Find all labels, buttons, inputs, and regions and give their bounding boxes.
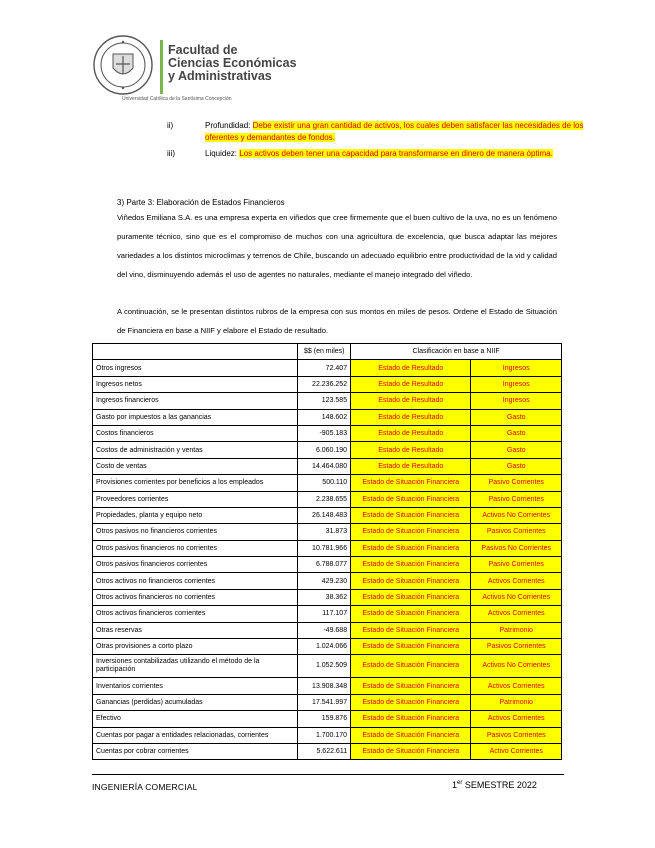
table-row [93, 442, 562, 458]
row-category: Pasivo Corrientes [471, 475, 562, 491]
header-item [93, 344, 298, 360]
row-category: Pasivos Corrientes [471, 639, 562, 655]
row-category: Pasivos No Corrientes [471, 540, 562, 556]
row-amount: 1.024.066 [298, 639, 351, 655]
row-item: Gasto por impuestos a las ganancias [93, 409, 298, 425]
row-amount: 10.781.966 [298, 540, 351, 556]
table-header-row [93, 344, 562, 360]
university-seal-icon [92, 34, 154, 96]
row-category: Activos No Corrientes [471, 589, 562, 605]
brand-divider [160, 40, 163, 94]
table-row [93, 655, 562, 678]
row-item: Propiedades, planta y equipo neto [93, 507, 298, 523]
table-row [93, 425, 562, 441]
table-row [93, 507, 562, 523]
criterion-text: Debe existir una gran cantidad de activos, los cuales deben satisfacer las necesidades de los oferentes y demandantes de fondos. [205, 121, 584, 142]
row-amount: 117.107 [298, 606, 351, 622]
row-item: Cuentas por pagar a entidades relacionadas, corrientes [93, 727, 298, 743]
row-amount: 22.236.252 [298, 376, 351, 392]
row-item: Otros activos no financieros corrientes [93, 573, 298, 589]
row-item: Otros pasivos financieros no corrientes [93, 540, 298, 556]
header-classification: Clasificación en base a NIIF [351, 344, 562, 360]
row-category: Patrimonio [471, 622, 562, 638]
row-amount: 500.110 [298, 475, 351, 491]
criterion-label: Profundidad: [205, 121, 251, 130]
university-name: Universidad Católica de la Santísima Concepción [122, 96, 232, 102]
row-item: Ganancias (perdidas) acumuladas [93, 694, 298, 710]
row-amount: -905.183 [298, 425, 351, 441]
row-statement: Estado de Resultado [351, 360, 471, 376]
financial-items-table [92, 343, 562, 760]
row-statement: Estado de Resultado [351, 458, 471, 474]
table-row [93, 458, 562, 474]
row-category: Activos Corrientes [471, 678, 562, 694]
row-category: Activo Corrientes [471, 743, 562, 759]
row-category: Activos No Corrientes [471, 655, 562, 678]
row-item: Otros activos financieros no corrientes [93, 589, 298, 605]
row-item: Costos financieros [93, 425, 298, 441]
table-row [93, 376, 562, 392]
row-statement: Estado de Situación Financiera [351, 678, 471, 694]
row-item: Otras reservas [93, 622, 298, 638]
footer-rule [92, 774, 564, 775]
row-category: Patrimonio [471, 694, 562, 710]
row-statement: Estado de Resultado [351, 409, 471, 425]
row-amount: 13.908.348 [298, 678, 351, 694]
row-item: Otros pasivos financieros corrientes [93, 557, 298, 573]
criterion-liquidity: iii) Liquidez: Los activos deben tener una capacidad para transformarse en dinero de manera óptima. [167, 149, 553, 158]
row-item: Otros activos financieros corrientes [93, 606, 298, 622]
row-statement: Estado de Situación Financiera [351, 540, 471, 556]
table-row [93, 678, 562, 694]
section-title: 3) Parte 3: Elaboración de Estados Financieros [117, 198, 285, 207]
table-row [93, 557, 562, 573]
row-statement: Estado de Situación Financiera [351, 743, 471, 759]
table-row [93, 639, 562, 655]
row-item: Otras provisiones a corto plazo [93, 639, 298, 655]
row-amount: 1.700.170 [298, 727, 351, 743]
row-item: Costo de ventas [93, 458, 298, 474]
table-row [93, 573, 562, 589]
row-amount: 14.464.080 [298, 458, 351, 474]
row-category: Activos Corrientes [471, 606, 562, 622]
row-item: Costos de administración y ventas [93, 442, 298, 458]
row-item: Cuentas por cobrar corrientes [93, 743, 298, 759]
row-statement: Estado de Resultado [351, 425, 471, 441]
row-statement: Estado de Situación Financiera [351, 639, 471, 655]
table-row [93, 711, 562, 727]
row-category: Gasto [471, 458, 562, 474]
row-amount: 2.238.655 [298, 491, 351, 507]
row-statement: Estado de Situación Financiera [351, 524, 471, 540]
table-row [93, 524, 562, 540]
paragraph-instructions: A continuación, se le presentan distintos rubros de la empresa con sus montos en miles de pesos. Ordene el Estado de Situación de Financiera en base a NIIF y elabore el Estado de resultado. [117, 307, 557, 335]
row-statement: Estado de Situación Financiera [351, 491, 471, 507]
footer-program: INGENIERÍA COMERCIAL [92, 782, 198, 792]
row-statement: Estado de Situación Financiera [351, 589, 471, 605]
row-amount: 1.052.509 [298, 655, 351, 678]
table-row [93, 540, 562, 556]
table-row [93, 743, 562, 759]
row-item: Otros pasivos no financieros corrientes [93, 524, 298, 540]
row-item: Inventarios corrientes [93, 678, 298, 694]
university-logo [92, 34, 332, 106]
table-row [93, 409, 562, 425]
table-row [93, 360, 562, 376]
table-row [93, 727, 562, 743]
row-item: Ingresos netos [93, 376, 298, 392]
row-statement: Estado de Situación Financiera [351, 727, 471, 743]
row-amount: 148.602 [298, 409, 351, 425]
table-row [93, 475, 562, 491]
row-statement: Estado de Resultado [351, 393, 471, 409]
table-row [93, 694, 562, 710]
row-statement: Estado de Situación Financiera [351, 655, 471, 678]
row-category: Activos No Corrientes [471, 507, 562, 523]
row-amount: 429.230 [298, 573, 351, 589]
row-category: Activos Corrientes [471, 711, 562, 727]
row-amount: 31.873 [298, 524, 351, 540]
row-statement: Estado de Situación Financiera [351, 475, 471, 491]
row-item: Otros ingresos [93, 360, 298, 376]
footer-semester: 1er SEMESTRE 2022 [452, 780, 537, 790]
row-item: Inversiones contabilizadas utilizando el método de la participación [93, 655, 298, 678]
row-statement: Estado de Situación Financiera [351, 622, 471, 638]
row-category: Ingresos [471, 360, 562, 376]
paragraph-company: Viñedos Emiliana S.A. es una empresa experta en viñedos que cree firmemente que el buen cultivo de la uva, no es un fenómeno puramente técnico, sino que es el compromiso de muchos con una agricultura de excelencia, que busca adaptar las mejores variedades a los distintos microclimas y terrenos de Chile, buscando un adecuado equilibrio entre productividad de la vid y calidad del vino, disminuyendo además el uso de agentes no naturales, mediante el manejo integrado del viñedo. [117, 213, 557, 279]
row-statement: Estado de Resultado [351, 376, 471, 392]
row-category: Pasivo Corrientes [471, 557, 562, 573]
row-category: Pasivos Corrientes [471, 727, 562, 743]
row-item: Provisiones corrientes por beneficios a los empleados [93, 475, 298, 491]
row-category: Activos Corrientes [471, 573, 562, 589]
row-category: Pasivo Corrientes [471, 491, 562, 507]
row-item: Ingresos financieros [93, 393, 298, 409]
row-category: Pasivos Corrientes [471, 524, 562, 540]
row-statement: Estado de Situación Financiera [351, 711, 471, 727]
row-statement: Estado de Resultado [351, 442, 471, 458]
table-row [93, 589, 562, 605]
table-row [93, 606, 562, 622]
row-amount: 5.622.611 [298, 743, 351, 759]
row-statement: Estado de Situación Financiera [351, 507, 471, 523]
row-amount: 123.585 [298, 393, 351, 409]
criterion-depth: ii) Profundidad: Debe existir una gran cantidad de activos, los cuales deben satisfacer las necesidades de los oferentes y demandantes de fondos. [167, 121, 584, 142]
row-item: Efectivo [93, 711, 298, 727]
table-row [93, 393, 562, 409]
row-category: Gasto [471, 442, 562, 458]
table-row [93, 622, 562, 638]
row-statement: Estado de Situación Financiera [351, 606, 471, 622]
row-amount: 6.788.077 [298, 557, 351, 573]
header-amount: $$ (en miles) [298, 344, 351, 360]
row-statement: Estado de Situación Financiera [351, 694, 471, 710]
row-amount: 26.148.483 [298, 507, 351, 523]
table-row [93, 491, 562, 507]
row-amount: 6.060.190 [298, 442, 351, 458]
row-category: Gasto [471, 425, 562, 441]
row-amount: 72.407 [298, 360, 351, 376]
row-amount: 159.876 [298, 711, 351, 727]
row-category: Ingresos [471, 393, 562, 409]
row-category: Ingresos [471, 376, 562, 392]
row-amount: 17.541.997 [298, 694, 351, 710]
row-item: Proveedores corrientes [93, 491, 298, 507]
row-amount: -49.688 [298, 622, 351, 638]
row-amount: 38.362 [298, 589, 351, 605]
faculty-name: Facultad de Ciencias Económicas y Administrativas [168, 43, 297, 83]
criterion-label: Liquidez: [205, 149, 238, 158]
row-statement: Estado de Situación Financiera [351, 557, 471, 573]
row-statement: Estado de Situación Financiera [351, 573, 471, 589]
criterion-text: Los activos deben tener una capacidad para transformarse en dinero de manera óptima. [239, 149, 553, 158]
row-category: Gasto [471, 409, 562, 425]
